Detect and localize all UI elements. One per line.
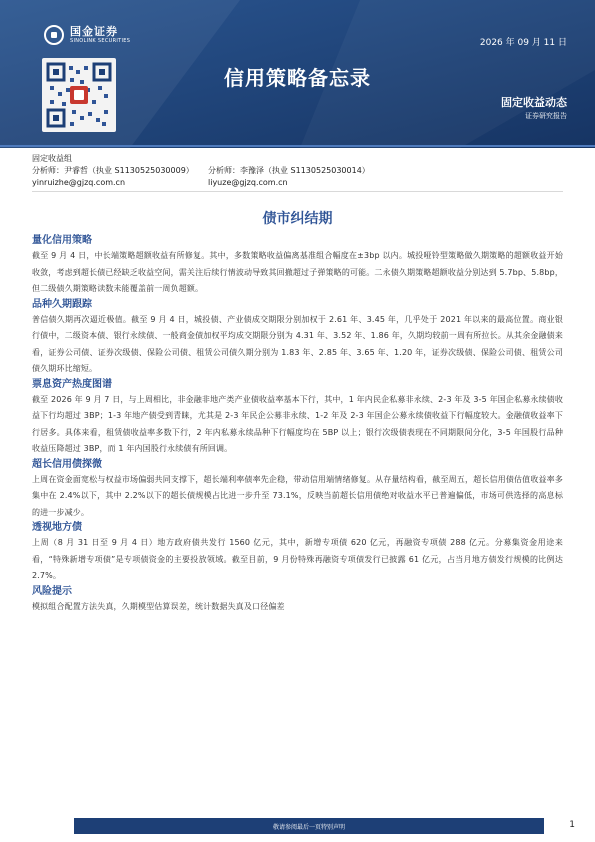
report-type: 证券研究报告	[525, 112, 567, 120]
logo-icon	[44, 25, 64, 45]
report-body	[32, 234, 563, 615]
section-heading-ultra-long-credit: 超长信用债探微	[32, 458, 102, 470]
divider	[32, 191, 563, 192]
report-category: 固定收益动态	[501, 96, 567, 109]
section-heading-coupon-heatmap: 票息资产热度图谱	[32, 378, 112, 390]
section-heading-quant-strategy: 量化信用策略	[32, 235, 92, 246]
analyst-1: 分析师：尹睿哲（执业 S1130525030009）	[32, 166, 194, 175]
section-body-risk-warning: 模拟组合配置方法失真，久期模型估算误差，统计数据失真及口径偏差	[32, 601, 285, 611]
section-body-local-gov-bonds: 上周（8 月 31 日至 9 月 4 日）地方政府债共发行 1560 亿元，其中，新增专项债 620 亿元，再融资专项债 288 亿元。分募集资金用途来看，“特殊新增专项债”是专项债资金的主要投放领域。截至目前，9 月份特殊再融资专项债发行已披露 61 亿元，占当月地方债发行规模的比例达 2.7%。	[32, 538, 563, 580]
analyst-1-email[interactable]: yinruizhe@gjzq.com.cn	[32, 178, 126, 187]
company-logo	[44, 25, 130, 45]
report-date: 2026 年 09 月 11 日	[479, 38, 567, 48]
research-group: 固定收益组	[32, 154, 72, 163]
section-heading-risk-warning: 风险提示	[32, 585, 72, 597]
section-body-duration-tracking: 普信债久期再次逼近极值。截至 9 月 4 日，城投债、产业债成交期限分别加权于 2.61 年、3.45 年，几乎处于 2021 年以来的最高位置。商业银行债中，二级资本债、银行永续债、一般商金债加权平均成交期限分别为 4.31 年、3.52 年、1.86 年，久期均较前一周有所拉长。从其余金融债来看，证券公司债、证券次级债、保险公司债、租赁公司债久期分别为 1.83 年、2.85 年、3.65 年、1.20 年，证券次级债、保险公司债、租赁公司债久期环比缩短。	[32, 314, 563, 373]
report-header	[0, 0, 595, 148]
document-headline: 债市纠结期	[262, 211, 333, 227]
page-number: 1	[569, 820, 575, 830]
footer-disclaimer[interactable]: 敬请参阅最后一页特别声明	[272, 824, 345, 831]
section-heading-duration-tracking: 品种久期跟踪	[32, 298, 92, 310]
section-heading-local-gov-bonds: 透视地方债	[32, 522, 82, 533]
section-body-ultra-long-credit: 上周在资金面宽松与权益市场偏弱共同支撑下，超长端利率债率先企稳，带动信用端情绪修复。从存量结构看，截至周五，超长信用债估值收益率多集中在 2.4%以下，其中 2.2%以下的超长债规模占比进一步升至 73.1%，反映当前超长信用债绝对收益水平已普遍偏低，市场可供选择的高息标的进一步减少。	[32, 474, 563, 517]
logo-english-name: SINOLINK SECURITIES	[70, 37, 131, 44]
section-body-coupon-heatmap: 截至 2026 年 9 月 7 日，与上周相比，非金融非地产类产业债收益率基本下行，其中，1 年内民企私募非永续、2-3 年及 3-5 年国企私募永续债收益下行均超过 3BP；1-3 年地产债受到青睐，尤其是 2-3 年民企公募非永续、1-2 年及 2-3 年国企公募永续债收益下行幅度较大。金融债收益率下行居多。具体来看，租赁债收益率多数下行，2 年内私募永续品种下行幅度均在 5BP 以上；银行次级债表现在不同期限间分化，3-5 年国股行品种收益压降超过 3BP，而 1 年内国股行永续债有所回调。	[32, 394, 563, 453]
section-body-quant-strategy: 截至 9 月 4 日，中长端策略超额收益有所修复。其中，多数策略收益偏离基准组合幅度在±3bp 以内。城投哑铃型策略做久期策略的超额收益开始收敛，考虑到超长债已经缺乏收益空间，需关注后续行情波动导致其回撤超过子弹策略的可能。二永债久期策略超额收益分别达到 5.7bp、5.8bp，但二级债久期策略读数未能覆盖前一周负超额。	[32, 251, 563, 293]
analyst-2-email[interactable]: liyuze@gjzq.com.cn	[208, 178, 288, 187]
logo-chinese-name: 国金证券	[70, 24, 118, 38]
report-title: 信用策略备忘录	[224, 66, 371, 90]
analyst-2: 分析师：李豫泽（执业 S1130525030014）	[208, 166, 370, 175]
